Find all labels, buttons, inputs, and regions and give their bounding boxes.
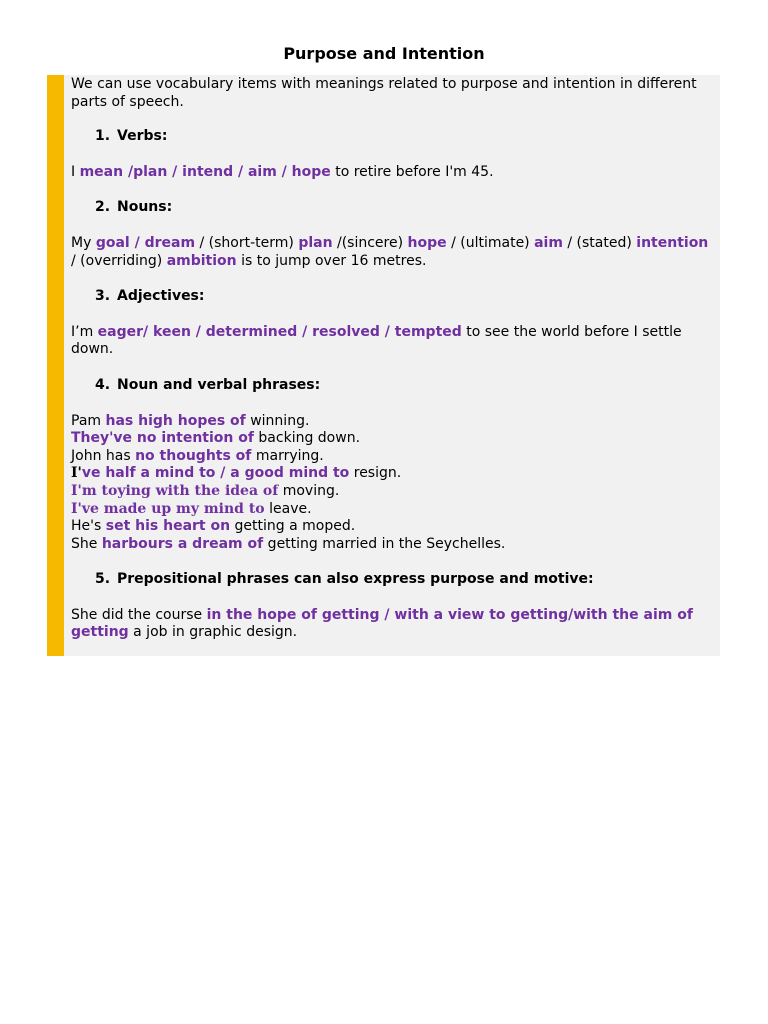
example-phrase: He's set his heart on getting a moped. <box>71 518 356 535</box>
example-verbs: I mean /plan / intend / aim / hope to retire before I'm 45. <box>71 163 494 180</box>
example-phrase: John has no thoughts of marrying. <box>71 447 324 464</box>
example-adjectives: I’m eager/ keen / determined / resolved / tempted to see the world before I settle down. <box>71 323 682 358</box>
example-phrase: She harbours a dream of getting married in the Seychelles. <box>71 535 506 552</box>
section-heading-nouns: 2. Nouns: <box>95 199 173 216</box>
section-heading-verbs: 1. Verbs: <box>95 128 168 145</box>
intro-text: We can use vocabulary items with meanings related to purpose and intention in different parts of speech. <box>71 76 697 110</box>
content-body <box>71 76 711 642</box>
section-heading-phrases: 4. Noun and verbal phrases: <box>95 376 321 393</box>
example-phrase: I'm toying with the idea of moving. <box>71 482 340 499</box>
page-title: Purpose and Intention <box>283 44 485 63</box>
example-nouns: My goal / dream / (short-term) plan /(sincere) hope / (ultimate) aim / (stated) intention / (overriding) ambition is to jump over 16 metres. <box>71 234 709 269</box>
example-phrase: Pam has high hopes of winning. <box>71 412 310 429</box>
section-heading-prepositional: 5. Prepositional phrases can also express purpose and motive: <box>95 571 594 588</box>
example-phrase: I've made up my mind to leave. <box>71 500 312 517</box>
example-phrase: They've no intention of backing down. <box>71 430 361 447</box>
accent-bar <box>47 75 64 656</box>
example-phrase: I've half a mind to / a good mind to resign. <box>71 465 402 482</box>
example-prepositional: She did the course in the hope of getting / with a view to getting/with the aim of getting a job in graphic design. <box>71 606 693 641</box>
section-heading-adjectives: 3. Adjectives: <box>95 288 205 305</box>
